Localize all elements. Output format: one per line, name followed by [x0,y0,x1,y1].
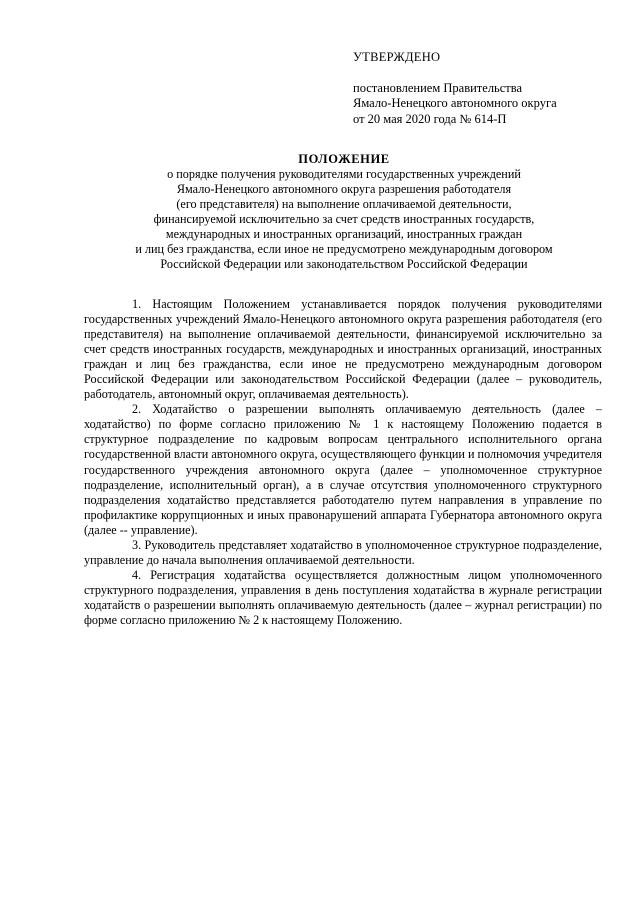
subtitle-line: (его представителя) на выполнение оплачиваемой деятельности, [176,197,512,211]
approval-line: Ямало-Ненецкого автономного округа [353,96,557,110]
subtitle-line: финансируемой исключительно за счет средств иностранных государств, [153,212,535,226]
paragraph-3: 3. Руководитель представляет ходатайство в уполномоченное структурное подразделение, управление до начала выполнения оплачиваемой деятельности. [84,537,602,567]
subtitle-line: о порядке получения руководителями государственных учреждений [167,167,521,181]
subtitle-line: Ямало-Ненецкого автономного округа разрешения работодателя [176,182,512,196]
approval-line: от 20 мая 2020 года № 614-П [353,111,507,126]
subtitle-line: Российской Федерации или законодательством Российской Федерации [160,257,528,271]
subtitle-line: и лиц без гражданства, если иное не предусмотрено международным договором [135,242,553,256]
document-subtitle [84,167,604,272]
subtitle-line: международных и иностранных организаций, иностранных граждан [165,227,523,241]
approval-title: УТВЕРЖДЕНО [353,50,441,64]
document-title: ПОЛОЖЕНИЕ [298,152,390,166]
paragraph-4: 4. Регистрация ходатайства осуществляется должностным лицом уполномоченного структурного подразделения, управления в день поступления ходатайства в журнале регистрации ходатайств о разрешении выполнять оплачиваемую деятельность (далее – журнал регистрации) по форме согласно приложению № 2 к настоящему Положению. [84,567,602,627]
approval-stamp [353,50,557,127]
document-body [84,297,602,628]
paragraph-1: 1. Настоящим Положением устанавливается порядок получения руководителями государственных учреждений Ямало-Ненецкого автономного округа разрешения работодателя (его представителя) на выполнение оплачиваемой деятельности, финансируемой исключительно за счет средств иностранных государств, международных и иностранных организаций, иностранных граждан и лиц без гражданства, если иное не предусмотрено международным договором Российской Федерации или законодательством Российской Федерации (далее – руководитель, работодатель, автономный округ, оплачиваемая деятельность). [84,297,602,402]
approval-line: постановлением Правительства [353,80,523,95]
paragraph-2: 2. Ходатайство о разрешении выполнять оплачиваемую деятельность (далее – ходатайство) по форме согласно приложению № 1 к настоящему Положению подается в структурное подразделение по кадровым вопросам центрального исполнительного органа государственной власти автономного округа, осуществляющего функции и полномочия учредителя государственного учреждения автономного округа (далее – уполномоченное структурное подразделение, исполнительный орган), а в случае отсутствия уполномоченного структурного подразделения ходатайство представляется работодателю путем направления в управление по профилактике коррупционных и иных правонарушений аппарата Губернатора автономного округа (далее -- управление). [84,402,602,537]
